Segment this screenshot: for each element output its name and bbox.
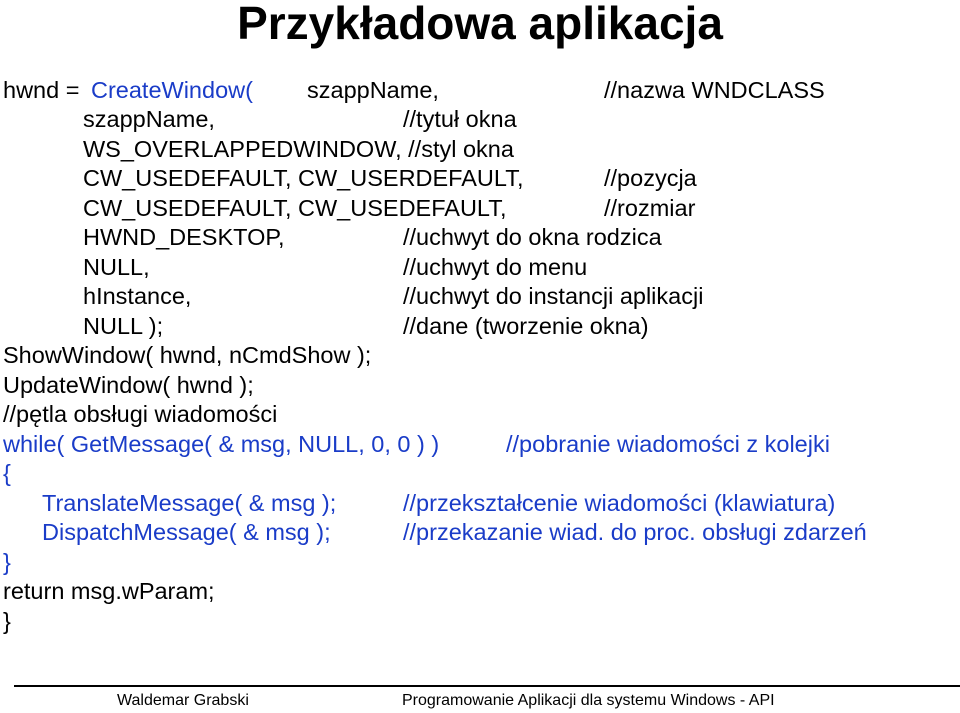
code-line-12-comment: //pętla obsługi wiadomości [3,401,278,427]
code-line-19-close-brace: } [3,608,11,634]
code-line-5-comment: //rozmiar [604,195,696,221]
code-line-7-comment: //uchwyt do menu [403,254,588,280]
footer-divider [14,685,960,687]
code-line-6-comment: //uchwyt do okna rodzica [403,224,662,250]
footer-author: Waldemar Grabski [117,692,249,709]
code-line-13-comment: //pobranie wiadomości z kolejki [506,431,830,457]
code-line-2-arg: szappName, [83,106,215,132]
code-line-13-while: while( GetMessage( & msg, NULL, 0, 0 ) ) [3,431,440,457]
code-line-11: UpdateWindow( hwnd ); [3,372,254,398]
code-line-4-arg: CW_USEDEFAULT, CW_USERDEFAULT, [83,165,524,191]
code-line-16-dispatch: DispatchMessage( & msg ); [42,519,331,545]
code-line-9-arg: NULL ); [83,313,164,339]
code-line-7-arg: NULL, [83,254,150,280]
code-line-14-open-brace: { [3,460,11,486]
code-line-8-arg: hInstance, [83,283,192,309]
code-line-1-arg: szappName, [307,77,439,103]
code-line-8-comment: //uchwyt do instancji aplikacji [403,283,704,309]
code-line-1-start: hwnd = [3,77,80,103]
code-line-2-comment: //tytuł okna [403,106,517,132]
code-line-15-comment: //przekształcenie wiadomości (klawiatura) [403,490,836,516]
code-line-10: ShowWindow( hwnd, nCmdShow ); [3,342,372,368]
code-line-17-close-brace: } [3,549,11,575]
code-line-1-function: CreateWindow( [91,77,253,103]
code-line-18-return: return msg.wParam; [3,578,215,604]
code-line-4-comment: //pozycja [604,165,697,191]
code-line-1-comment: //nazwa WNDCLASS [604,77,825,103]
code-line-6-arg: HWND_DESKTOP, [83,224,285,250]
code-line-15-translate: TranslateMessage( & msg ); [42,490,337,516]
code-line-9-comment: //dane (tworzenie okna) [403,313,649,339]
code-line-5-arg: CW_USEDEFAULT, CW_USEDEFAULT, [83,195,507,221]
footer-course-title: Programowanie Aplikacji dla systemu Windows - API [402,692,775,709]
code-line-3: WS_OVERLAPPEDWINDOW, //styl okna [83,136,514,162]
slide-title: Przykładowa aplikacja [237,0,723,49]
code-line-16-comment: //przekazanie wiad. do proc. obsługi zdarzeń [403,519,867,545]
